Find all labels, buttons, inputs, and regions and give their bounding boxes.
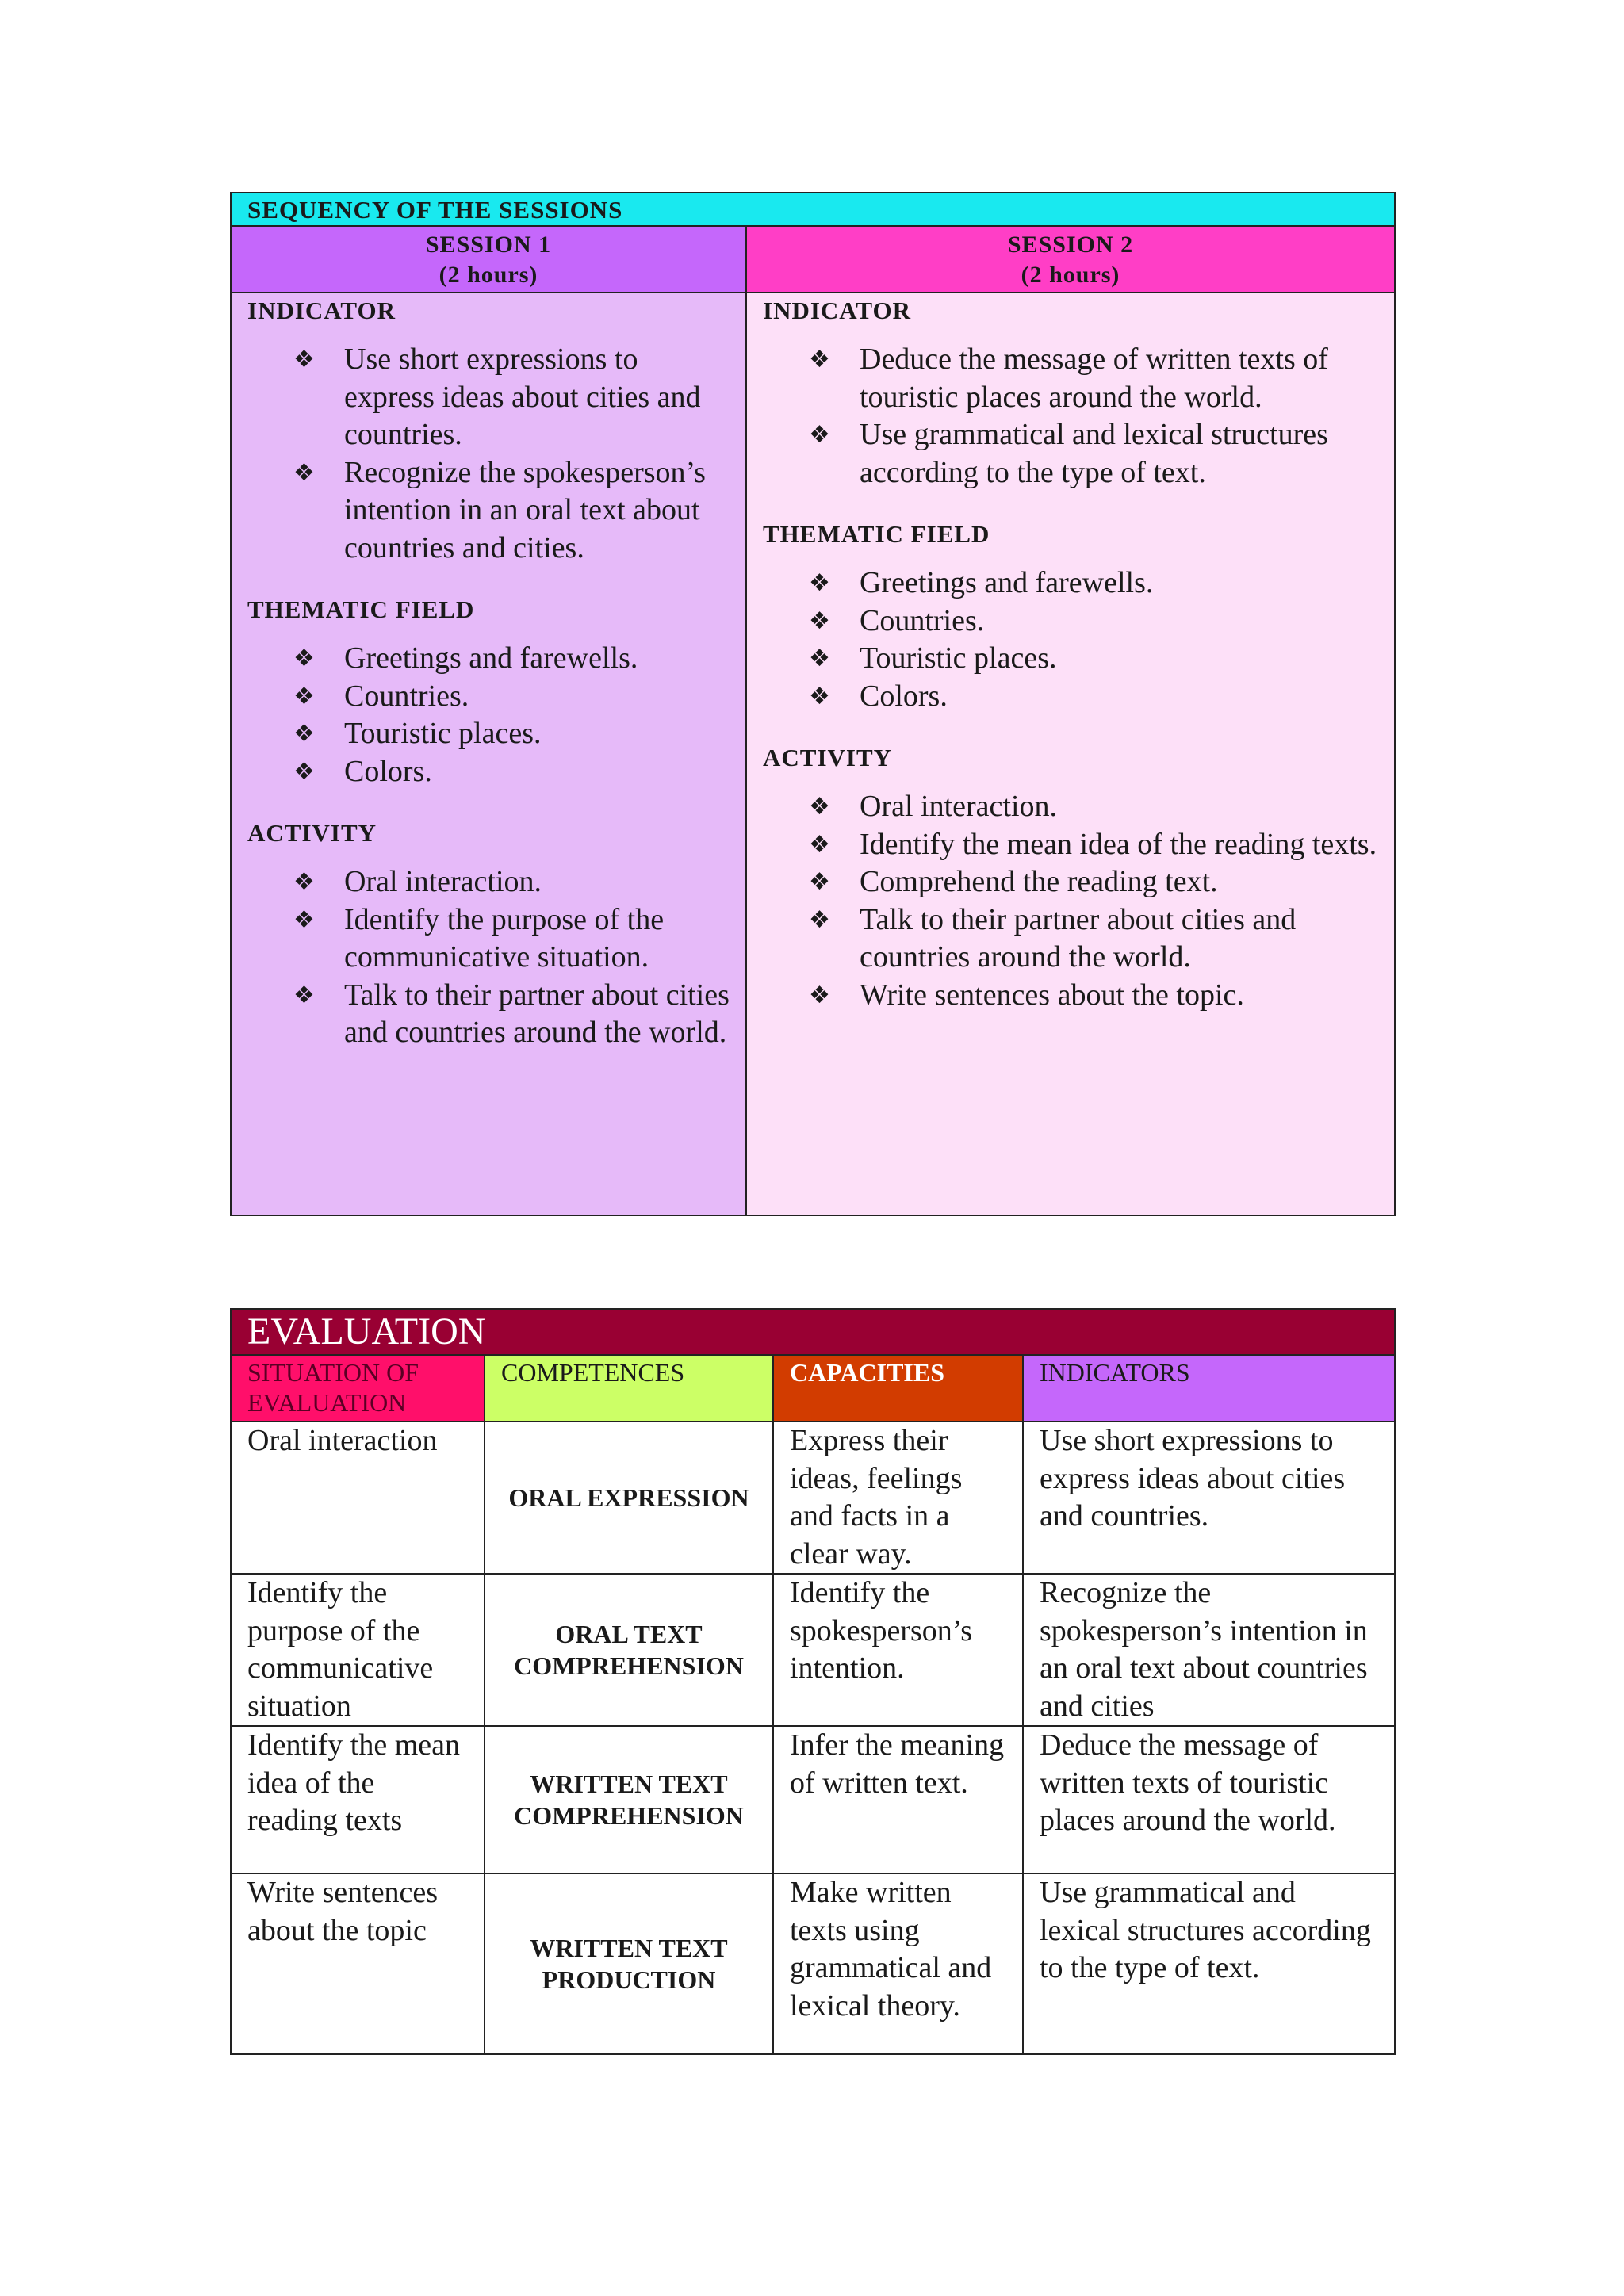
list-item: ❖ Use short expressions to express ideas about cities and countries.	[293, 342, 701, 451]
capacity-cell: Identify the spokesperson’s intention.	[773, 1574, 1023, 1726]
list-item: ❖ Greetings and farewells.	[344, 640, 730, 678]
diamond-bullet-icon: ❖	[293, 981, 315, 1009]
list-item: ❖ Touristic places.	[860, 640, 1378, 678]
session-2-body	[746, 293, 1395, 1215]
column-header-situation: SITUATION OF EVALUATION	[231, 1355, 485, 1422]
diamond-bullet-icon: ❖	[293, 757, 315, 786]
list-item: ❖ Countries.	[344, 678, 730, 716]
session-1-header	[231, 226, 746, 293]
list-item: ❖ Identify the purpose of the communicative situation.	[293, 902, 665, 974]
session-1-title: SESSION 1	[425, 232, 552, 258]
list-item: ❖ Talk to their partner about cities and countries around the world.	[809, 902, 1297, 974]
situation-cell: Identify the mean idea of the reading texts	[231, 1726, 485, 1873]
sessions-header: SEQUENCY OF THE SESSIONS	[231, 193, 1395, 226]
evaluation-title: EVALUATION	[231, 1309, 1395, 1355]
evaluation-header-row	[231, 1355, 1395, 1422]
session-body-row	[231, 293, 1395, 1215]
diamond-bullet-icon: ❖	[809, 607, 830, 635]
capacity-cell: Express their ideas, feelings and facts in a clear way.	[773, 1422, 1023, 1574]
diamond-bullet-icon: ❖	[809, 981, 830, 1009]
session-1-activity-label: ACTIVITY	[247, 819, 377, 847]
session-1-indicator-label: INDICATOR	[247, 297, 396, 324]
session-1-indicator-list	[247, 341, 730, 567]
list-item: ❖ Countries.	[860, 603, 1378, 641]
session-2-thematic-label: THEMATIC FIELD	[763, 520, 990, 548]
situation-cell: Write sentences about the topic	[231, 1873, 485, 2054]
list-item: ❖ Colors.	[344, 753, 730, 791]
list-item: ❖ Write sentences about the topic.	[860, 977, 1378, 1015]
indicator-cell: Deduce the message of written texts of touristic places around the world.	[1023, 1726, 1395, 1873]
diamond-bullet-icon: ❖	[809, 793, 830, 821]
list-item: ❖ Oral interaction.	[344, 863, 730, 901]
session-2-activity-label: ACTIVITY	[763, 744, 893, 771]
diamond-bullet-icon: ❖	[809, 346, 830, 373]
session-2-thematic-list	[763, 564, 1378, 715]
diamond-bullet-icon: ❖	[293, 905, 315, 934]
session-2-title: SESSION 2	[1007, 232, 1134, 258]
session-1-body	[231, 293, 746, 1215]
competence-cell: ORAL TEXT COMPREHENSION	[485, 1574, 773, 1726]
diamond-bullet-icon: ❖	[293, 458, 315, 487]
column-header-capacities: CAPACITIES	[773, 1355, 1023, 1422]
diamond-bullet-icon: ❖	[809, 868, 830, 896]
capacity-cell: Make written texts using grammatical and lexical theory.	[773, 1873, 1023, 2054]
table-row	[231, 1726, 1395, 1873]
column-header-indicators: INDICATORS	[1023, 1355, 1395, 1422]
competence-cell: WRITTEN TEXT COMPREHENSION	[485, 1726, 773, 1873]
column-header-competences: COMPETENCES	[485, 1355, 773, 1422]
table-row	[231, 1574, 1395, 1726]
list-item: ❖ Recognize the spokesperson’s intention in an oral text about countries and cities.	[293, 455, 706, 564]
sessions-table	[230, 192, 1396, 1216]
diamond-bullet-icon: ❖	[293, 346, 315, 373]
situation-cell: Identify the purpose of the communicative situation	[231, 1574, 485, 1726]
session-2-duration: (2 hours)	[1021, 262, 1120, 288]
situation-cell: Oral interaction	[231, 1422, 485, 1574]
session-1-thematic-list	[247, 640, 730, 790]
indicator-cell: Use grammatical and lexical structures according to the type of text.	[1023, 1873, 1395, 2054]
session-2-indicator-label: INDICATOR	[763, 297, 911, 324]
session-1-thematic-label: THEMATIC FIELD	[247, 595, 475, 623]
evaluation-table	[230, 1308, 1396, 2055]
table-row	[231, 1873, 1395, 2054]
list-item: ❖ Colors.	[860, 678, 1378, 716]
list-item: ❖ Oral interaction.	[860, 788, 1378, 826]
diamond-bullet-icon: ❖	[809, 682, 830, 710]
sessions-header-row	[231, 193, 1395, 226]
diamond-bullet-icon: ❖	[293, 720, 315, 748]
diamond-bullet-icon: ❖	[809, 421, 830, 449]
diamond-bullet-icon: ❖	[293, 682, 315, 710]
session-1-activity-list	[247, 863, 730, 1052]
session-1-duration: (2 hours)	[439, 262, 538, 288]
session-2-activity-list	[763, 788, 1378, 1014]
diamond-bullet-icon: ❖	[809, 569, 830, 597]
diamond-bullet-icon: ❖	[809, 830, 830, 859]
competence-cell: WRITTEN TEXT PRODUCTION	[485, 1873, 773, 2054]
list-item: ❖ Talk to their partner about cities and countries around the world.	[293, 978, 730, 1049]
list-item: ❖ Deduce the message of written texts of touristic places around the world.	[809, 342, 1328, 414]
session-2-indicator-list	[763, 341, 1378, 492]
indicator-cell: Recognize the spokesperson’s intention in an oral text about countries and cities	[1023, 1574, 1395, 1726]
indicator-cell: Use short expressions to express ideas about cities and countries.	[1023, 1422, 1395, 1574]
session-2-header	[746, 226, 1395, 293]
evaluation-title-row	[231, 1309, 1395, 1355]
session-title-row	[231, 226, 1395, 293]
list-item: ❖ Greetings and farewells.	[860, 564, 1378, 603]
diamond-bullet-icon: ❖	[809, 645, 830, 672]
diamond-bullet-icon: ❖	[293, 645, 315, 672]
list-item: ❖ Comprehend the reading text.	[860, 863, 1378, 901]
list-item: ❖ Identify the mean idea of the reading texts.	[860, 826, 1378, 864]
table-row	[231, 1422, 1395, 1574]
list-item: ❖ Use grammatical and lexical structures according to the type of text.	[809, 418, 1328, 489]
diamond-bullet-icon: ❖	[809, 905, 830, 934]
competence-cell: ORAL EXPRESSION	[485, 1422, 773, 1574]
diamond-bullet-icon: ❖	[293, 868, 315, 896]
capacity-cell: Infer the meaning of written text.	[773, 1726, 1023, 1873]
list-item: ❖ Touristic places.	[344, 715, 730, 753]
